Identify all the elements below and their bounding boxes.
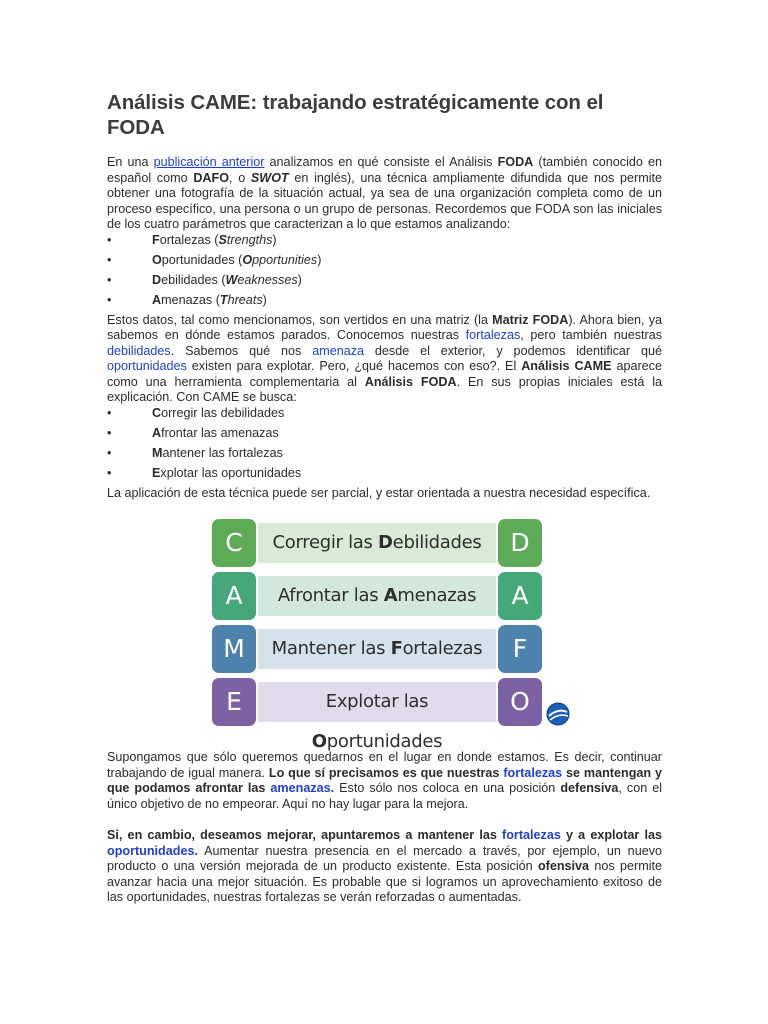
list-item: • Corregir las debilidades — [107, 406, 662, 422]
text: En una — [107, 155, 154, 169]
letter-box: O — [498, 678, 542, 726]
letter-box: C — [212, 519, 256, 567]
bold-term: FODA — [497, 155, 534, 169]
foda-list — [107, 233, 662, 309]
page-title: Análisis CAME: trabajando estratégicamente con el FODA — [107, 91, 604, 139]
text: en inglés), una técnica ampliamente difundida que nos permite obtener una fotografía de la situación actual, ya sea de una organización completa como de un proceso específico, una persona o un grupo de personas. Recordemos que FODA son las iniciales de los cuatro parámetros que caracterizan a lo que estamos analizando: — [107, 170, 662, 231]
offensive-paragraph: Si, en cambio, deseamos mejorar, apuntaremos a mantener las fortalezas y a explotar las oportunidades. Aumentar nuestra presencia en el mercado a través, por ejemplo, un nuevo producto o una versión mejorada de un producto existente. Esta posición ofensiva nos permite avanzar hacia una mejor situación. Es probable que si logramos un aprovechamiento exitoso de las oportunidades, nuestras fortalezas se verán reforzadas o aumentadas. — [107, 828, 663, 904]
list-item: • Explotar las oportunidades — [107, 466, 662, 482]
diagram-row-e — [212, 678, 542, 752]
diagram-row-m — [212, 625, 542, 673]
globe-logo-icon — [546, 702, 570, 726]
intro-paragraph — [107, 155, 662, 233]
letter-box: E — [212, 678, 256, 726]
article — [107, 90, 662, 501]
diagram-bar: Corregir las Debilidades — [258, 523, 496, 563]
matrix-paragraph: Estos datos, tal como mencionamos, son vertidos en una matriz (la Matriz FODA). Ahora bien, ya sabemos en dónde estamos parados. Conocemos nuestras fortalezas, pero también nuestras debilidades. Sabemos qué nos amenaza desde el exterior, y podemos identificar qué oportunidades existen para explotar. Pero, ¿qué hacemos con eso?. El Análisis CAME aparece como una herramienta complementaria al Análisis FODA. En sus propias iniciales está la explicación. Con CAME se busca: — [107, 312, 663, 404]
text: analizamos en qué consiste el Análisis — [264, 155, 498, 169]
previous-post-link[interactable]: publicación anterior — [153, 155, 265, 169]
diagram-bar: Mantener las Fortalezas — [258, 629, 496, 669]
list-item: • Oportunidades (Opportunities) — [107, 253, 662, 269]
came-list — [107, 406, 662, 482]
letter-box: M — [212, 625, 256, 673]
bold-term: SWOT — [250, 170, 289, 185]
text: , o — [229, 170, 251, 185]
letter-box: D — [498, 519, 542, 567]
list-item: • Fortalezas (Strengths) — [107, 233, 662, 249]
letter-box: A — [498, 572, 542, 620]
diagram-bar: Explotar las Oportunidades — [258, 682, 496, 722]
came-diagram — [212, 519, 572, 752]
application-paragraph: La aplicación de esta técnica puede ser parcial, y estar orientada a nuestra necesidad específica. — [107, 485, 651, 500]
bold-term: DAFO — [193, 170, 229, 185]
diagram-row-a — [212, 572, 542, 620]
list-item: • Afrontar las amenazas — [107, 426, 662, 442]
list-item: • Mantener las fortalezas — [107, 446, 662, 462]
letter-box: F — [498, 625, 542, 673]
list-item: • Amenazas (Threats) — [107, 293, 662, 309]
diagram-bar: Afrontar las Amenazas — [258, 576, 496, 616]
defensive-paragraph: Supongamos que sólo queremos quedarnos en el lugar en donde estamos. Es decir, continuar trabajando de igual manera. Lo que sí precisamos es que nuestras fortalezas se mantengan y que podamos afrontar las amenazas. Esto sólo nos coloca en una posición defensiva, con el único objetivo de no empeorar. Aquí no hay lugar para la mejora. — [107, 750, 663, 811]
letter-box: A — [212, 572, 256, 620]
conclusion-section — [107, 750, 662, 906]
text: (también conocido en español como — [107, 155, 663, 185]
diagram-row-c — [212, 519, 542, 567]
list-item: • Debilidades (Weaknesses) — [107, 273, 662, 289]
